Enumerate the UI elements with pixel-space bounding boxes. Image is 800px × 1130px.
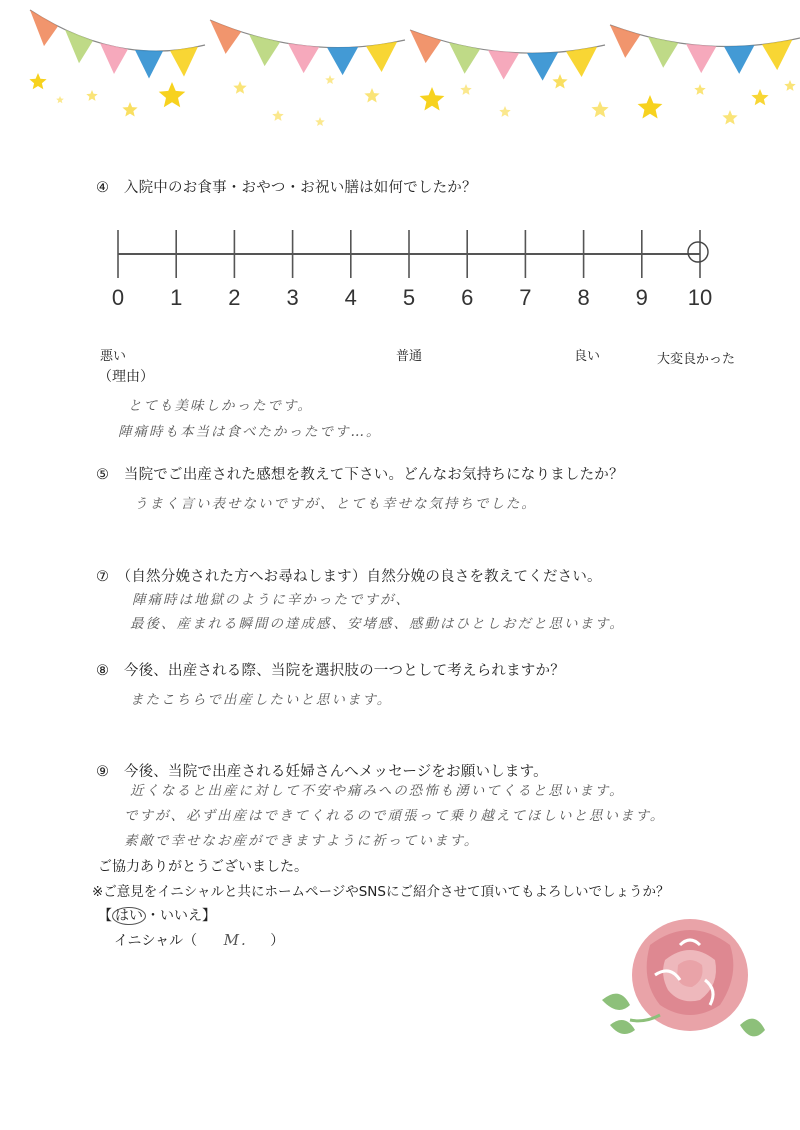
answer-line: うまく言い表せないですが、とても幸せな気持ちでした。	[134, 496, 537, 512]
consent-yes-option[interactable]: はい	[112, 907, 146, 925]
bunting-flag	[210, 20, 241, 54]
scale-tick-label: 8	[577, 285, 590, 310]
scale-tick-label: 2	[228, 285, 241, 310]
answer-line: ですが、必ず出産はできてくれるので頑張って乗り越えてほしいと思います。	[124, 808, 666, 824]
scale-tick-label: 0	[111, 285, 125, 310]
question-7: ⑦ （自然分娩された方へお尋ねします）自然分娩の良さを教えてください。	[96, 569, 602, 585]
label-good: 良い	[574, 349, 601, 364]
bunting-flag	[527, 52, 558, 80]
star-icon	[56, 96, 64, 103]
selected-rating-circle	[688, 242, 708, 262]
thanks-text: ご協力ありがとうございました。	[98, 859, 308, 875]
star-icon	[694, 84, 705, 95]
star-icon	[315, 117, 325, 126]
consent-no-option[interactable]: ・いいえ	[146, 908, 202, 924]
star-icon	[364, 88, 379, 103]
scale-tick-label: 9	[635, 285, 648, 310]
label-normal: 普通	[396, 349, 423, 364]
initial-label: イニシャル（	[114, 933, 198, 949]
question-8: ⑧ 今後、出産される際、当院を選択肢の一つとして考えられますか？	[96, 663, 565, 679]
bunting-flag	[648, 37, 678, 68]
bunting-flag	[65, 30, 93, 64]
bunting-flag	[170, 47, 198, 77]
star-icon	[552, 74, 567, 89]
answer-line: 最後、産まれる瞬間の達成感、安堵感、感動はひとしおだと思います。	[130, 616, 625, 632]
rating-scale	[100, 222, 740, 322]
scale-tick-label: 7	[519, 285, 532, 310]
star-icon	[272, 110, 283, 121]
answer-line: 素敵で幸せなお産ができますように祈っています。	[124, 833, 480, 849]
bunting-flag	[488, 50, 519, 79]
star-icon	[591, 101, 608, 117]
star-icon	[86, 90, 97, 101]
star-icon	[325, 75, 335, 84]
reason-line: 陣痛時も本当は食べたかったです…。	[118, 424, 382, 440]
bunting-flag	[449, 42, 480, 73]
scale-tick-label: 4	[344, 285, 357, 310]
consent-options: 【 はい ・いいえ】	[98, 908, 216, 924]
bunting-flag	[366, 42, 397, 72]
scale-tick-label: 5	[402, 285, 416, 310]
bunting-flag	[327, 47, 358, 75]
bunting-flag	[249, 34, 280, 66]
bunting-flag	[288, 43, 319, 73]
star-icon	[784, 80, 795, 91]
label-very-good: 大変良かった	[657, 352, 736, 367]
reason-line: とても美味しかったです。	[128, 398, 313, 414]
question-5: ⑤ 当院でご出産された感想を教えて下さい。どんなお気持ちになりましたか？	[96, 467, 624, 483]
question-9: ⑨ 今後、当院で出産される妊婦さんへメッセージをお願いします。	[96, 764, 548, 780]
initial-row: イニシャル（ M. ）	[114, 931, 285, 949]
star-icon	[751, 89, 768, 105]
bunting-flag	[762, 40, 792, 70]
scale-tick-label: 6	[461, 285, 474, 310]
bunting-decoration	[0, 0, 800, 140]
star-icon	[420, 87, 445, 111]
question-4: ④ 入院中のお食事・おやつ・お祝い膳は如何でしたか？	[96, 180, 477, 196]
consent-question: ※ご意見をイニシャルと共にホームページやSNSにご紹介させて頂いてもよろしいでしょうか？	[92, 884, 670, 900]
rose-illustration	[590, 905, 770, 1055]
star-icon	[159, 82, 186, 107]
answer-line: 陣痛時は地獄のように辛かったですが、	[132, 592, 411, 608]
star-icon	[460, 84, 471, 95]
star-icon	[233, 81, 246, 94]
label-bad: 悪い	[100, 349, 127, 364]
answer-line: またこちらで出産したいと思います。	[130, 692, 393, 708]
star-icon	[122, 102, 137, 117]
reason-label: （理由）	[98, 369, 154, 385]
star-icon	[29, 73, 46, 89]
bunting-flag	[686, 44, 716, 73]
bunting-flag	[566, 47, 597, 77]
star-icon	[499, 106, 510, 117]
scale-tick-label: 10	[687, 285, 713, 310]
answer-line: 近くなると出産に対して不安や痛みへの恐怖も湧いてくると思います。	[130, 783, 625, 799]
bunting-flag	[724, 45, 754, 74]
bunting-flag	[30, 10, 58, 46]
initial-value[interactable]: M.	[223, 931, 248, 949]
bunting-flag	[135, 50, 163, 79]
star-icon	[722, 110, 737, 125]
bunting-flag	[610, 25, 640, 58]
scale-tick-label: 1	[170, 285, 183, 310]
scale-tick-label: 3	[286, 285, 299, 310]
bunting-flag	[100, 43, 128, 74]
star-icon	[638, 95, 663, 119]
